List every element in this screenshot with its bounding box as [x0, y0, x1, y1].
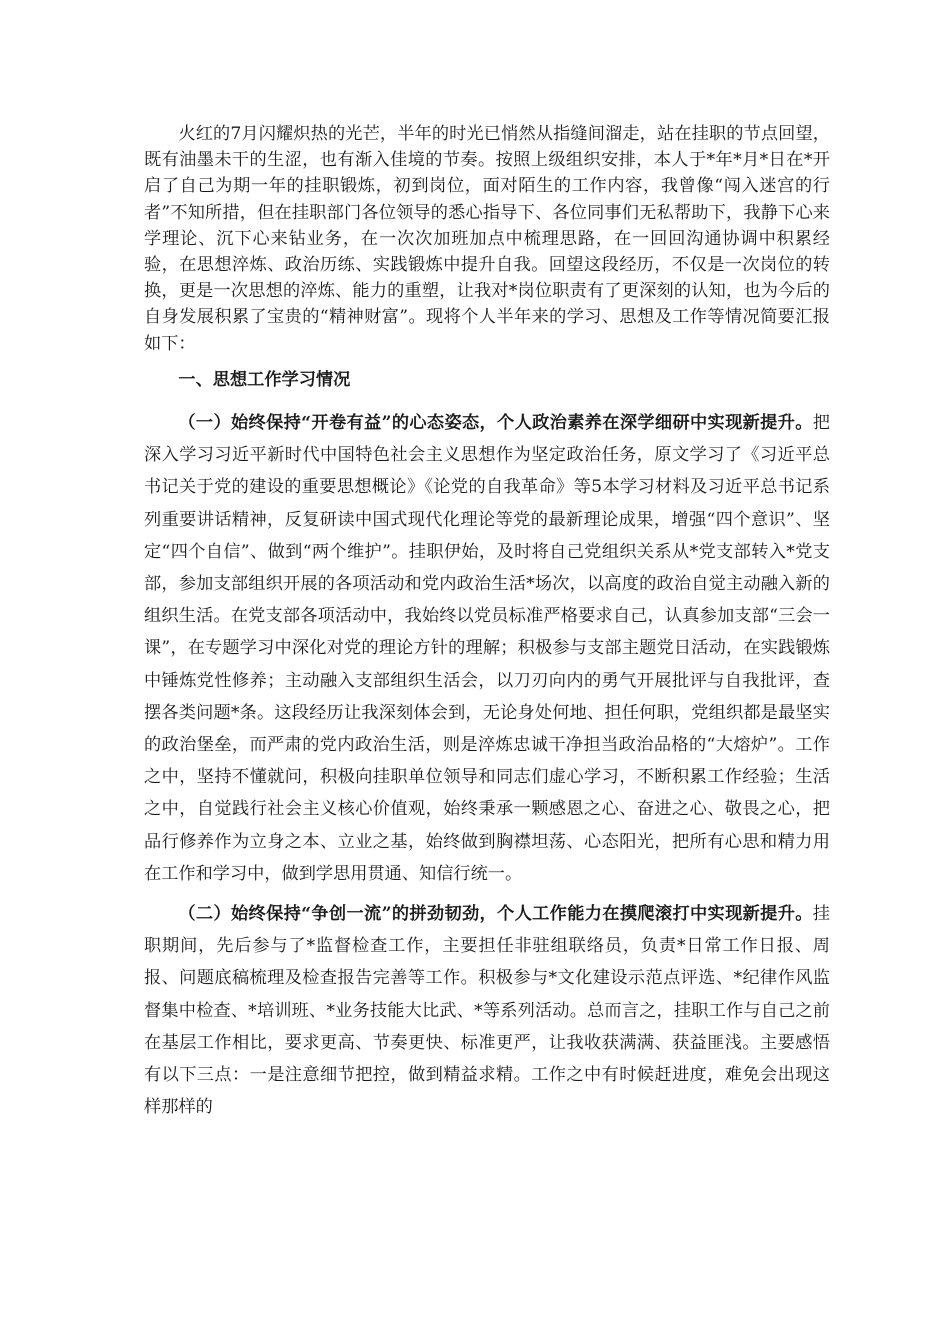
intro-paragraph: 火红的7月闪耀炽热的光芒，半年的时光已悄然从指缝间溜走，站在挂职的节点回望，既有油墨未干的生涩，也有渐入佳境的节奏。按照上级组织安排，本人于*年*月*日在*开启了自己为期一年的挂职锻炼，初到岗位，面对陌生的工作内容，我曾像“闯入迷宫的行者”不知所措，但在挂职部门各位领导的悉心指导下、各位同事们无私帮助下，我静下心来学理论、沉下心来钻业务，在一次次加班加点中梳理思路，在一回回沟通协调中积累经验，在思想淬炼、政治历练、实践锻炼中提升自我。回望这段经历，不仅是一次岗位的转换，更是一次思想的淬炼、能力的重塑，让我对*岗位职责有了更深刻的认知，也为今后的自身发展积累了宝贵的“精神财富”。现将个人半年来的学习、思想及工作等情况简要汇报如下： [144, 124, 830, 354]
subsection-2-paragraph [144, 898, 830, 1123]
document-page [144, 121, 830, 1124]
section-heading-1: 一、思想工作学习情况 [178, 369, 351, 390]
subsection-2-body: 挂职期间，先后参与了*监督检查工作，主要担任非驻组联络员，负责*日常工作日报、周报、问题底稿梳理及检查报告完善等工作。积极参与*文化建设示范点评选、*纪律作风监督集中检查、*培训班、*业务技能大比武、*等系列活动。总而言之，挂职工作与自己之前在基层工作相比，要求更高、节奏更快、标准更严，让我收获满满、获益匪浅。主要感悟有以下三点：一是注意细节把控，做到精益求精。工作之中有时候赶进度，难免会出现这样那样的 [144, 904, 830, 1118]
subsection-1-body: 把深入学习习近平新时代中国特色社会主义思想作为坚定政治任务，原文学习了《习近平总书记关于党的建设的重要思想概论》《论党的自我革命》等5本学习材料及习近平总书记系列重要讲话精神，反复研读中国式现代化理论等党的最新理论成果，增强“四个意识”、坚定“四个自信”、做到“两个维护”。挂职伊始，及时将自己党组织关系从*党支部转入*党支部，参加支部组织开展的各项活动和党内政治生活*场次，以高度的政治自觉主动融入新的组织生活。在党支部各项活动中，我始终以党员标准严格要求自己，认真参加支部“三会一课”，在专题学习中深化对党的理论方针的理解；积极参与支部主题党日活动，在实践锻炼中锤炼党性修养；主动融入支部组织生活会，以刀刃向内的勇气开展批评与自我批评，查摆各类问题*条。这段经历让我深刻体会到，无论身处何地、担任何职，党组织都是最坚实的政治堡垒，而严肃的党内政治生活，则是淬炼忠诚干净担当政治品格的“大熔炉”。工作之中，坚持不懂就问，积极向挂职单位领导和同志们虚心学习，不断积累工作经验；生活之中，自觉践行社会主义核心价值观，始终秉承一颗感恩之心、奋进之心、敬畏之心，把品行修养作为立身之本、立业之基，始终做到胸襟坦荡、心态阳光，把所有心思和精力用在工作和学习中，做到学思用贯通、知信行统一。 [144, 413, 830, 884]
subsection-1-title: （一）始终保持“开卷有益”的心态姿态，个人政治素养在深学细研中实现新提升。 [178, 413, 813, 434]
subsection-2-title: （二）始终保持“争创一流”的拼劲韧劲，个人工作能力在摸爬滚打中实现新提升。 [178, 904, 813, 925]
subsection-1-paragraph [144, 407, 830, 890]
